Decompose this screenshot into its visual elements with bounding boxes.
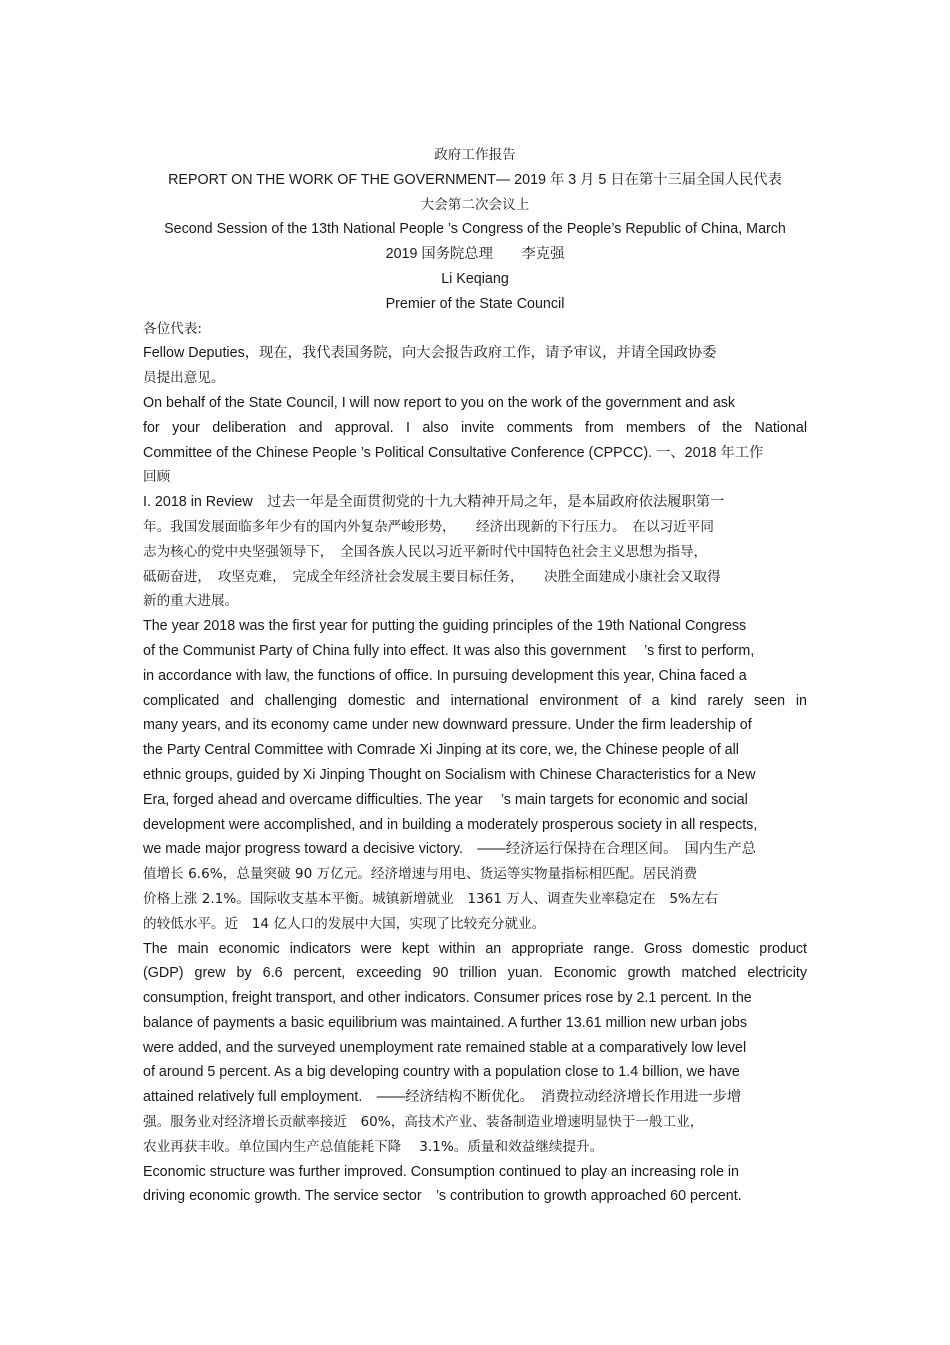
text-line: attained relatively full employment. ——经济结构不断优化。 消费拉动经济增长作用进一步增 [143,1089,742,1106]
text-line: we made major progress toward a decisive victory. ——经济运行保持在合理区间。 国内生产总 [143,841,757,858]
text-line: the Party Central Committee with Comrade Xi Jinping at its core, we, the Chinese people of all [143,742,739,759]
text-line: complicated and challenging domestic and international environment of a kind rarely seen in [143,692,807,709]
text-line: I. 2018 in Review 过去一年是全面贯彻党的十九大精神开局之年，是本届政府依法履职第一 [143,494,725,511]
paragraph-on-behalf [143,391,807,490]
text-line: 志为核心的党中央坚强领导下， 全国各族人民以习近平新时代中国特色社会主义思想为指导， [143,543,708,560]
text-line: consumption, freight transport, and other indicators. Consumer prices rose by 2.1 percent. In the [143,990,752,1007]
text-line: ethnic groups, guided by Xi Jinping Thought on Socialism with Chinese Characteristics for a New [143,766,756,783]
report-title-zh-continued: 大会第二次会议上 [420,196,530,213]
text-line: many years, and its economy came under new downward pressure. Under the firm leadership of [143,717,752,734]
session-date-line: 2019 国务院总理 李克强 [385,246,565,263]
text-line: in accordance with law, the functions of office. In pursuing development this year, China faced a [143,667,747,684]
text-line: of the Communist Party of China fully into effect. It was also this government ’s first to perform, [143,642,755,659]
text-line: balance of payments a basic equilibrium was maintained. A further 13.61 million new urban jobs [143,1014,747,1031]
text-line: 的较低水平。近 14 亿人口的发展中大国，实现了比较充分就业。 [143,915,546,932]
paragraph-review-zh [143,490,807,614]
paragraph-structure-en [143,1160,807,1210]
text-line: 回顾 [143,469,171,486]
paragraph-indicators-en [143,937,807,1160]
text-line: 新的重大进展。 [143,593,239,610]
text-line: 年。我国发展面临多年少有的国内外复杂严峻形势， 经济出现新的下行压力。 在以习近平同 [143,518,714,535]
report-title-zh: 政府工作报告 [434,147,516,163]
text-line: The main economic indicators were kept within an appropriate range. Gross domestic product [143,940,807,957]
text-line: Committee of the Chinese People ’s Political Consultative Conference (CPPCC). 一、2018 年工作 [143,444,764,461]
text-line: 强。服务业对经济增长贡献率接近 60%，高技术产业、装备制造业增速明显快于一般工业， [143,1114,704,1131]
session-line-en: Second Session of the 13th National People ’s Congress of the People’s Republic of China, March [164,221,786,238]
text-line: On behalf of the State Council, I will now report to you on the work of the government and ask [143,394,736,411]
text-line: 砥砺奋进， 攻坚克难， 完成全年经济社会发展主要目标任务， 决胜全面建成小康社会又取得 [143,568,721,585]
text-line: Era, forged ahead and overcame difficulties. The year ’s main targets for economic and social [143,791,748,808]
text-line: Economic structure was further improved. Consumption continued to play an increasing role in [143,1163,740,1180]
text-line: (GDP) grew by 6.6 percent, exceeding 90 trillion yuan. Economic growth matched electricity [143,965,807,982]
speaker-name: Li Keqiang [441,270,509,287]
greeting-zh: 各位代表: [143,320,202,337]
speaker-title: Premier of the State Council [385,295,565,312]
text-line: 价格上涨 2.1%。国际收支基本平衡。城镇新增就业 1361 万人、调查失业率稳定在 5%左右 [143,890,719,907]
text-line: driving economic growth. The service sector ’s contribution to growth approached 60 percent. [143,1188,742,1205]
report-title-en: REPORT ON THE WORK OF THE GOVERNMENT— 2019 年 3 月 5 日在第十三届全国人民代表 [168,171,782,188]
text-line: were added, and the surveyed unemployment rate remained stable at a comparatively low level [143,1039,747,1056]
text-line: 农业再获丰收。单位国内生产总值能耗下降 3.1%。质量和效益继续提升。 [143,1138,604,1155]
text-line: 值增长 6.6%，总量突破 90 万亿元。经济增速与用电、货运等实物量指标相匹配。居民消费 [143,866,698,883]
text-line: The year 2018 was the first year for putting the guiding principles of the 19th National Congress [143,618,747,635]
text-line: development were accomplished, and in building a moderately prosperous society in all respects, [143,816,758,833]
text-line: for your deliberation and approval. I also invite comments from members of the National [143,419,807,436]
paragraph-2018-en [143,614,807,936]
text-line: 员提出意见。 [143,370,225,387]
paragraph-fellow-deputies [143,341,807,391]
report-body [143,143,807,1209]
text-line: Fellow Deputies，现在，我代表国务院，向大会报告政府工作，请予审议，并请全国政协委 [143,345,717,362]
text-line: of around 5 percent. As a big developing country with a population close to 1.4 billion, we have [143,1064,740,1081]
